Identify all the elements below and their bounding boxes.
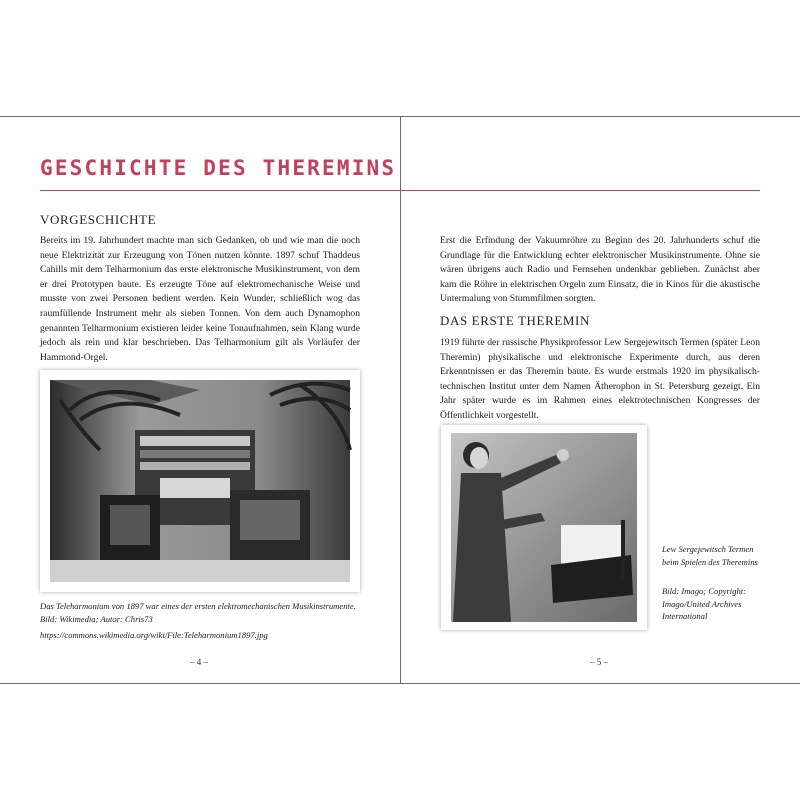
caption-telharmonium: Das Teleharmonium von 1897 war eines der ersten elektromechanischen Musikinstrumente. Bild: Wikimedia; Autor: Chris73 — [40, 601, 356, 624]
chapter-title-rule — [40, 190, 760, 191]
page-number-left: – 4 – — [190, 657, 208, 667]
paragraph-das-erste-theremin: 1919 führte der russische Physikprofessor Lew Sergejewitsch Termen (später Leon Theremin) physikalische und elektronische Experimente durch, aus deren Erkenntnissen er das Theremin baute. Es wurde erstmals 1920 im physikalisch-technischen Institut unter dem Namen Ätherophon in St. Petersburg gezeigt. Ein Jahr später wurde es im Rahmen eines elektrotechnischen Kongresses der Öffentlichkeit vorgestellt. — [440, 337, 760, 421]
page-number-right: – 5 – — [590, 657, 608, 667]
paragraph-vorgeschichte: Bereits im 19. Jahrhundert machte man sich Gedanken, ob und wie man die noch neue Elektrizität zur Erzeugung von Tönen nutzen könnte. 1897 schuf Thaddeus Cahills mit dem Telharmonium das erste elektronische Musikinstrument, von dem er drei Prototypen baute. Es erzeugte Töne auf elektromechanische Weise und musste von zwei Personen bedient werden. Kein Wunder, schließlich wog das raumfüllende Instrument mehr als sieben Tonnen. Von dem auch Dynamophon genannten Telharmonium existieren leider keine Tonaufnahmen, sein Klang wurde jedoch als rein und klar beschrieben. Das Telharmonium gilt als Vorläufer der Hammond-Orgel. — [40, 235, 360, 363]
caption-credit: Bild: Imago; Copyright: Imago/United Archives International — [662, 586, 747, 622]
caption-termen: Lew Sergejewitsch Termen beim Spielen des Theremins — [662, 544, 758, 567]
telharmonium-photo — [40, 370, 360, 592]
caption-source-url: https://commons.wikimedia.org/wiki/File:Teleharmonium1897.jpg — [40, 630, 268, 640]
termen-photo — [441, 425, 647, 630]
section-heading-vorgeschichte: VORGESCHICHTE — [40, 212, 157, 227]
book-spine — [400, 116, 401, 684]
section-heading-das-erste-theremin: DAS ERSTE THEREMIN — [440, 313, 590, 328]
paragraph-vakuumroehre: Erst die Erfindung der Vakuumröhre zu Beginn des 20. Jahrhunderts schuf die Grundlage für die Entwicklung echter elektronischer Musikinstrumente. Ohne sie wären übrigens auch Radio und Fernsehen undenkbar geblieben. Zunächst aber kam die Röhre in elektrischen Orgeln zum Einsatz, die in Kinos für die akustische Untermalung von Stummfilmen sorgten. — [440, 235, 760, 305]
chapter-title: GESCHICHTE DES THEREMINS — [40, 156, 397, 180]
